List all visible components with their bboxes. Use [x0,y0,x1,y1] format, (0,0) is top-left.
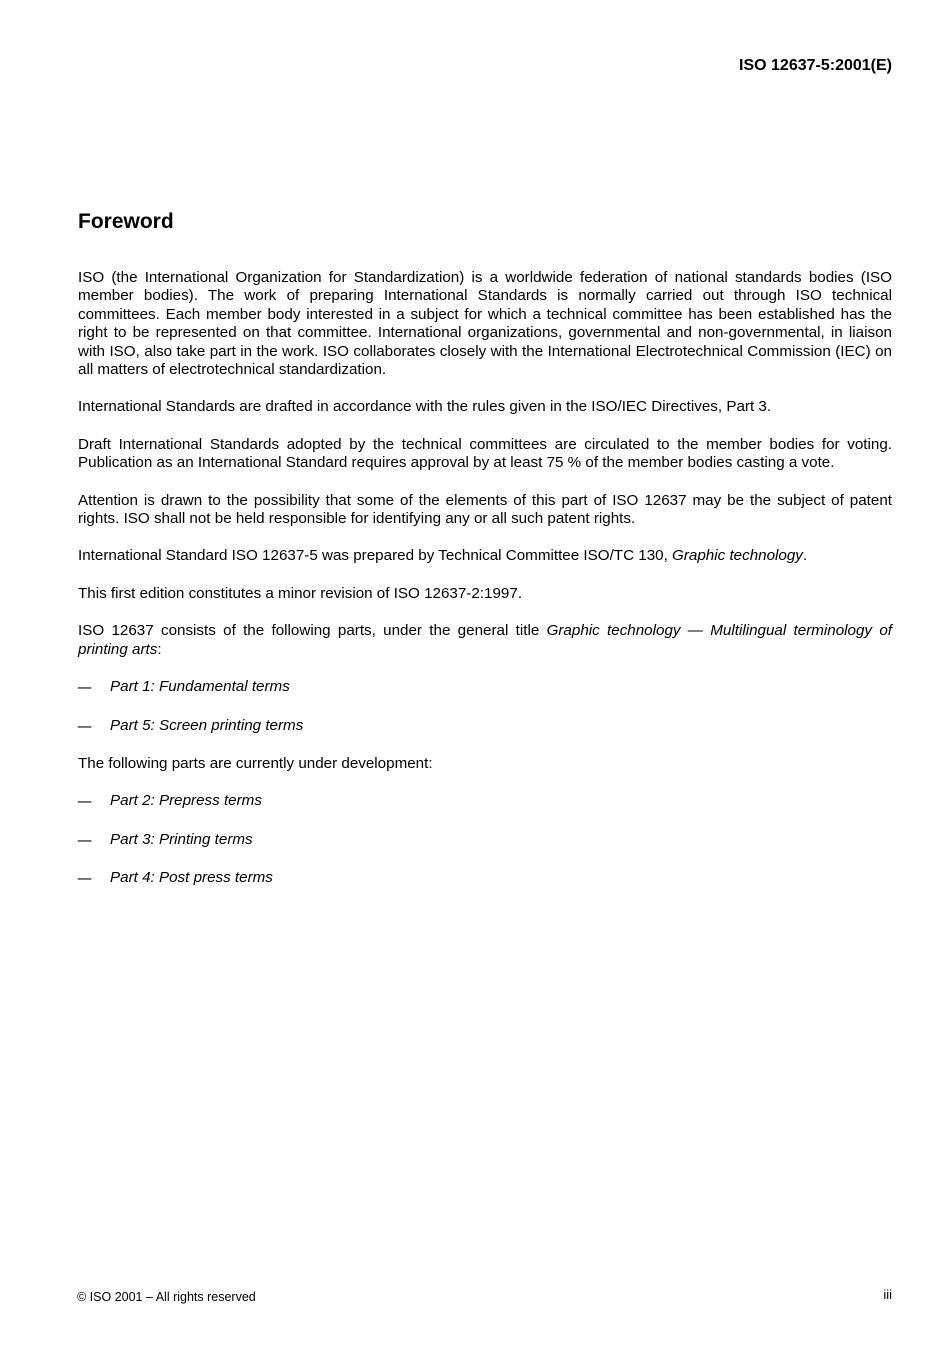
part-title: Part 3: Printing terms [110,830,253,848]
paragraph-patent-rights: Attention is drawn to the possibility that some of the elements of this part of ISO 12637 may be the subject of patent rights. ISO shall not be held responsible for identifying any or all such patent rights. [78,491,892,528]
list-item [78,831,892,849]
paragraph-voting: Draft International Standards adopted by the technical committees are circulated to the member bodies for voting. Publication as an International Standard requires approval by at least 75 % of the member bodies casting a vote. [78,435,892,472]
footer-copyright: © ISO 2001 – All rights reserved [77,1290,256,1304]
part-title: Part 4: Post press terms [110,869,273,887]
list-item [78,678,892,696]
list-dash: — [77,830,93,849]
part-title: Part 5: Screen printing terms [110,716,304,734]
paragraph-edition: This first edition constitutes a minor revision of ISO 12637-2:1997. [78,584,523,602]
paragraph-in-development: The following parts are currently under development: [78,754,433,772]
paragraph-parts-intro [78,622,892,659]
page-title: Foreword [78,210,174,233]
committee-title: Graphic technology [672,547,803,565]
part-title: Part 1: Fundamental terms [110,678,290,696]
paragraph-drafting-rules: International Standards are drafted in accordance with the rules given in the ISO/IEC Directives, Part 3. [78,398,772,416]
parts-intro-end: : [157,640,162,658]
list-item [78,717,892,735]
list-dash: — [77,678,93,697]
list-item [78,792,892,810]
list-item [78,869,892,887]
paragraph-prepared-by [78,547,892,565]
paragraph-iso-intro: ISO (the International Organization for Standardization) is a worldwide federation of national standards bodies (ISO member bodies). The work of preparing International Standards is normally carried out through ISO technical committees. Each member body interested in a subject for which a technical committee has been established has the right to be represented on that committee. International organizations, governmental and non-governmental, in liaison with ISO, also take part in the work. ISO collaborates closely with the International Electrotechnical Commission (IEC) on all matters of electrotechnical standardization. [78,269,892,379]
part-title: Part 2: Prepress terms [110,792,262,810]
list-dash: — [77,869,93,888]
prepared-by-end: . [802,547,808,565]
document-identifier: ISO 12637-5:2001(E) [739,57,892,74]
general-title: Graphic technology — Multilingual terminology of printing arts [78,622,892,658]
parts-intro-text: ISO 12637 consists of the following parts, under the general title [78,622,547,640]
foreword-section [78,209,892,908]
prepared-by-text: International Standard ISO 12637-5 was prepared by Technical Committee ISO/TC 130, [78,547,673,565]
list-dash: — [77,792,93,811]
list-dash: — [77,716,93,735]
footer-page-number: iii [883,1287,892,1302]
